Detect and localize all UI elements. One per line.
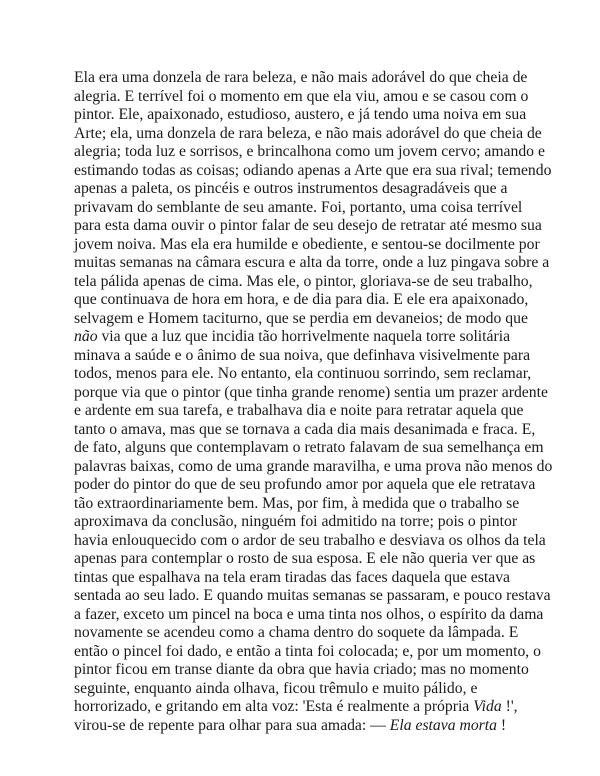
- italic-run: Ela estava morta: [389, 716, 497, 734]
- text-run: tela pálida apenas de cima. Mas ele, o pintor, gloriava-se de seu trabalho,: [74, 272, 533, 290]
- text-line: [74, 624, 526, 643]
- text-line: [74, 661, 529, 680]
- text-run: de fato, alguns que contemplavam o retrato falavam de sua semelhança em: [74, 439, 544, 456]
- italic-run: Vida: [473, 698, 502, 715]
- text-run: apenas para contemplar o rosto de sua esposa. E ele não queria ver que as: [74, 550, 536, 567]
- text-line: [74, 143, 545, 162]
- text-line: [74, 217, 542, 236]
- text-line: [74, 161, 552, 181]
- text-line: [74, 717, 526, 736]
- text-line: [74, 495, 526, 514]
- text-run: então o pincel foi dado, e então a tinta foi colocada; e, por um momento, o: [74, 642, 541, 660]
- text-run: !: [496, 716, 507, 734]
- text-run: apenas a paleta, os pincéis e outros instrumentos desagradáveis que a: [74, 180, 508, 197]
- text-run: poder do pintor do que de seu profundo amor por aquela que ele retratava: [74, 476, 536, 493]
- text-run: novamente se acendeu como a chama dentro do soquete da lâmpada. E: [74, 624, 519, 641]
- body-paragraph: [74, 69, 553, 735]
- text-line: [74, 310, 526, 329]
- text-run: estimando todas as coisas; odiando apenas a Arte que era sua rival; temendo: [74, 161, 552, 179]
- text-run: havia enlouquecido com o ardor de seu trabalho e desviava os olhos da tela: [74, 531, 546, 549]
- text-run: privavam do semblante de seu amante. Foi, portanto, uma coisa terrível: [74, 198, 523, 216]
- text-line: [74, 642, 541, 662]
- text-line: [74, 254, 550, 273]
- text-line: [74, 550, 536, 569]
- text-line: [74, 402, 526, 421]
- text-line: [74, 605, 544, 625]
- text-run: pintor. Ele, apaixonado, estudioso, austero, e já tendo uma noiva em sua: [74, 106, 527, 123]
- text-run: selvagem e Homem taciturno, que se perdia em devaneios; de modo que: [74, 309, 528, 327]
- text-line: [74, 587, 551, 606]
- text-run: todos, menos para ele. No entanto, ela continuou sorrindo, sem reclamar,: [74, 365, 532, 382]
- text-run: sentada ao seu lado. E quando muitas semanas se passaram, e pouco restava: [74, 587, 551, 604]
- text-line: [74, 199, 526, 218]
- text-run: para esta dama ouvir o pintor falar de seu desejo de retratar até mesmo sua: [74, 217, 542, 234]
- text-line: [74, 569, 526, 588]
- text-run: e ardente em sua tarefa, e trabalhava dia e noite para retratar aquela que: [74, 402, 524, 419]
- text-run: tão extraordinariamente bem. Mas, por fim, à medida que o trabalho se: [74, 494, 520, 512]
- text-line: [74, 180, 526, 199]
- text-line: [74, 124, 542, 144]
- text-line: [74, 69, 526, 88]
- text-run: horrorizado, e gritando em alta voz: 'Esta é realmente a própria: [74, 698, 474, 715]
- text-run: muitas semanas na câmara escura e alta da torre, onde a luz pingava sobre a: [74, 254, 550, 271]
- text-run: via que a luz que incidia tão horrivelmente naquela torre solitária: [97, 328, 511, 345]
- text-line: [74, 680, 526, 699]
- text-run: Ela era uma donzela de rara beleza, e não mais adorável do que cheia de: [74, 69, 528, 86]
- text-line: [74, 457, 553, 477]
- text-run: tintas que espalhava na tela eram tiradas das faces daquela que estava: [74, 568, 510, 586]
- text-run: porque via que o pintor (que tinha grande renome) sentia um prazer ardente: [74, 383, 548, 401]
- text-line: [74, 235, 540, 255]
- text-line: [74, 291, 529, 310]
- text-run: alegria. E terrível foi o momento em que ela viu, amou e se casou com o: [74, 87, 529, 105]
- italic-run: não: [74, 328, 98, 345]
- text-run: minava a saúde e o ânimo de sua noiva, que definhava visivelmente para: [74, 346, 531, 364]
- text-run: a fazer, exceto um pincel na boca e uma tinta nos olhos, o espírito da dama: [74, 605, 544, 623]
- text-run: !',: [501, 698, 518, 715]
- text-line: [74, 87, 529, 107]
- text-line: [74, 531, 546, 551]
- text-run: Arte; ela, uma donzela de rara beleza, e não mais adorável do que cheia de: [74, 124, 542, 142]
- text-run: aproximava da conclusão, ninguém foi admitido na torre; pois o pintor: [74, 513, 518, 530]
- text-line: [74, 439, 544, 458]
- text-line: [74, 272, 533, 292]
- text-line: [74, 106, 526, 125]
- text-line: [74, 513, 526, 532]
- text-run: jovem noiva. Mas ela era humilde e obediente, e sentou-se docilmente por: [74, 235, 540, 253]
- text-run: seguinte, enquanto ainda olhava, ficou trêmulo e muito pálido, e: [74, 679, 478, 697]
- text-line: [74, 476, 536, 495]
- text-line: [74, 365, 532, 384]
- text-run: pintor ficou em transe diante da obra que havia criado; mas no momento: [74, 661, 529, 678]
- text-line: [74, 383, 548, 403]
- text-run: alegria; toda luz e sorrisos, e brincalhona como um jovem cervo; amando e: [74, 143, 545, 160]
- text-line: [74, 420, 536, 440]
- text-line: [74, 346, 531, 366]
- text-run: que continuava de hora em hora, e de dia para dia. E ele era apaixonado,: [74, 291, 529, 308]
- text-line: [74, 328, 526, 347]
- text-run: tanto o amava, mas que se tornava a cada dia mais desanimada e fraca. E,: [74, 420, 536, 438]
- text-line: [74, 698, 526, 717]
- text-run: palavras baixas, como de uma grande maravilha, e uma prova não menos do: [74, 457, 553, 475]
- text-run: virou-se de repente para olhar para sua amada: —: [74, 716, 390, 734]
